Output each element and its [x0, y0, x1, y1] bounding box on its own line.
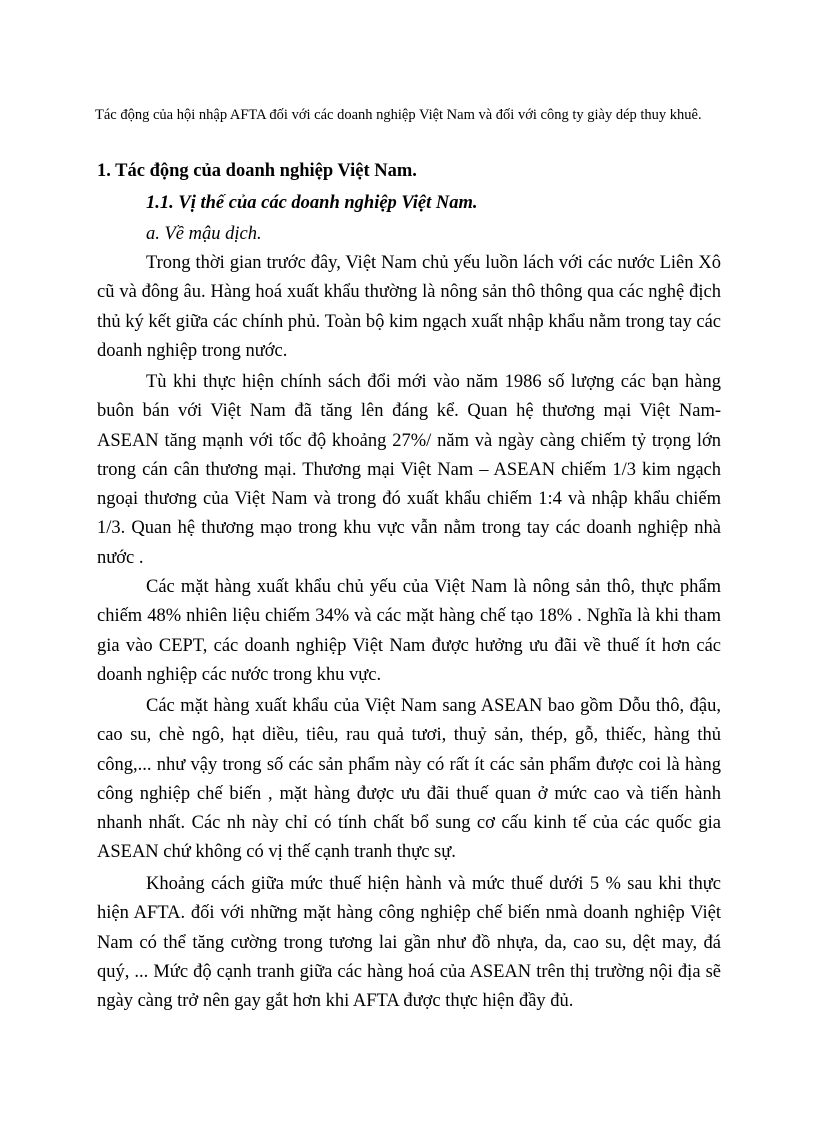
paragraph: Khoảng cách giữa mức thuế hiện hành và mức thuế dưới 5 % sau khi thực hiện AFTA. đối với những mặt hàng công nghiệp chế biến nmà doanh nghiệp Việt Nam có thể tăng cường trong tương lai gần như đồ nhựa, da, cao su, dệt may, đá quý, ... Mức độ cạnh tranh giữa các hàng hoá của ASEAN trên thị trường nội địa sẽ ngày càng trở nên gay gắt hơn khi AFTA được thực hiện đầy đủ.: [97, 874, 721, 1012]
subsection-heading: 1.1. Vị thế của các doanh nghiệp Việt Nam.: [146, 193, 478, 213]
document-title: Tác động của hội nhập AFTA đối với các doanh nghiệp Việt Nam và đối với công ty giày dép thuy khuê.: [95, 107, 702, 123]
paragraph: Trong thời gian trước đây, Việt Nam chủ yếu luồn lách với các nước Liên Xô cũ và đông âu. Hàng hoá xuất khẩu thường là nông sản thô thông qua các nghệ địch thủ ký kết giữa các chính phủ. Toàn bộ kim ngạch xuất nhập khẩu nằm trong tay các doanh nghiệp trong nước.: [97, 253, 721, 361]
sub-subsection-heading: a. Về mậu dịch.: [146, 224, 262, 244]
paragraph: Tù khi thực hiện chính sách đổi mới vào năm 1986 số lượng các bạn hàng buôn bán với Việt Nam đã tăng lên đáng kể. Quan hệ thương mại Việt Nam-ASEAN tăng mạnh với tốc độ khoảng 27%/ năm và ngày càng chiếm tỷ trọng lớn trong cán cân thương mại. Thương mại Việt Nam – ASEAN chiếm 1/3 kim ngạch ngoại thương của Việt Nam và trong đó xuất khẩu chiếm 1:4 và nhập khẩu chiếm 1/3. Quan hệ thương mạo trong khu vực vẫn nằm trong tay các doanh nghiệp nhà nước .: [97, 372, 721, 568]
paragraph: Các mặt hàng xuất khẩu chủ yếu của Việt Nam là nông sản thô, thực phẩm chiếm 48% nhiên liệu chiếm 34% và các mặt hàng chế tạo 18% . Nghĩa là khi tham gia vào CEPT, các doanh nghiệp Việt Nam được hưởng ưu đãi về thuế ít hơn các doanh nghiệp các nước trong khu vực.: [97, 577, 721, 685]
paragraph: Các mặt hàng xuất khẩu của Việt Nam sang ASEAN bao gồm Dỗu thô, đậu, cao su, chè ngô, hạt diều, tiêu, rau quả tươi, thuỷ sản, thép, gỗ, thiếc, hàng thủ công,... như vậy trong số các sản phẩm này có rất ít các sản phẩm được coi là hàng công nghiệp chế biến , mặt hàng được ưu đãi thuế quan ở mức cao và tiến hành nhanh nhất. Các nh này chỉ có tính chất bổ sung cơ cấu kinh tế của các quốc gia ASEAN chứ không có vị thế cạnh tranh thực sự.: [97, 696, 721, 863]
section-heading: 1. Tác động của doanh nghiệp Việt Nam.: [97, 161, 417, 181]
